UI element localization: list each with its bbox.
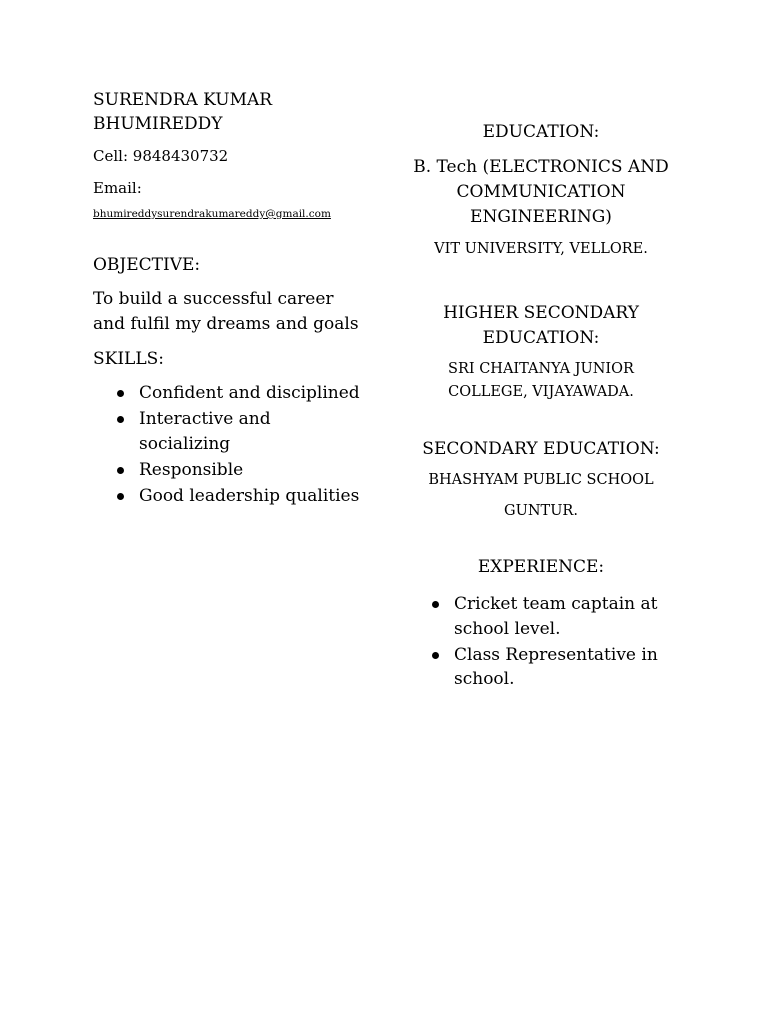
left-column [93,88,363,510]
higher-secondary-institution: SRI CHAITANYA JUNIOR COLLEGE, VIJAYAWADA. [448,361,634,400]
secondary-institution: BHASHYAM PUBLIC SCHOOL [428,472,654,488]
skill-item [93,381,363,406]
bullet-icon [432,601,439,608]
bullet-icon [117,390,124,397]
education-degree: B. Tech (ELECTRONICS AND COMMUNICATION ENGINEERING) [413,157,669,227]
bullet-icon [117,467,124,474]
experience-heading: EXPERIENCE: [477,557,605,577]
right-column [406,120,676,693]
experience-text: Class Representative in school. [454,644,658,689]
education-heading: EDUCATION: [482,122,600,142]
experience-item [408,643,676,692]
objective-heading: OBJECTIVE: [93,255,201,275]
skill-text: Interactive and socializing [139,409,271,454]
name-line-1: SURENDRA KUMAR [93,90,273,110]
skill-text: Confident and disciplined [139,383,360,403]
name-line-2: BHUMIREDDY [93,114,223,134]
cell-number: Cell: 9848430732 [93,147,229,165]
skills-heading: SKILLS: [93,349,165,369]
bullet-icon [117,416,124,423]
experience-item [408,592,676,641]
experience-text: Cricket team captain at school level. [454,594,658,639]
skill-item [93,484,363,509]
skills-list [93,381,363,508]
bullet-icon [117,493,124,500]
experience-list [408,592,676,692]
higher-secondary-heading: HIGHER SECONDARY EDUCATION: [443,303,639,348]
skill-text: Good leadership qualities [139,485,360,506]
skill-item [93,407,363,456]
skill-text: Responsible [139,459,244,480]
secondary-city: GUNTUR. [504,503,578,519]
skill-item [93,458,363,483]
bullet-icon [432,652,439,659]
email-label: Email: [93,179,142,197]
candidate-name [93,88,363,136]
education-institution: VIT UNIVERSITY, VELLORE. [434,241,648,257]
secondary-heading: SECONDARY EDUCATION: [422,439,660,459]
objective-text: To build a successful career and fulfil my dreams and goals [93,289,359,334]
email-link[interactable]: bhumireddysurendrakumareddy@gmail.com [93,208,331,220]
